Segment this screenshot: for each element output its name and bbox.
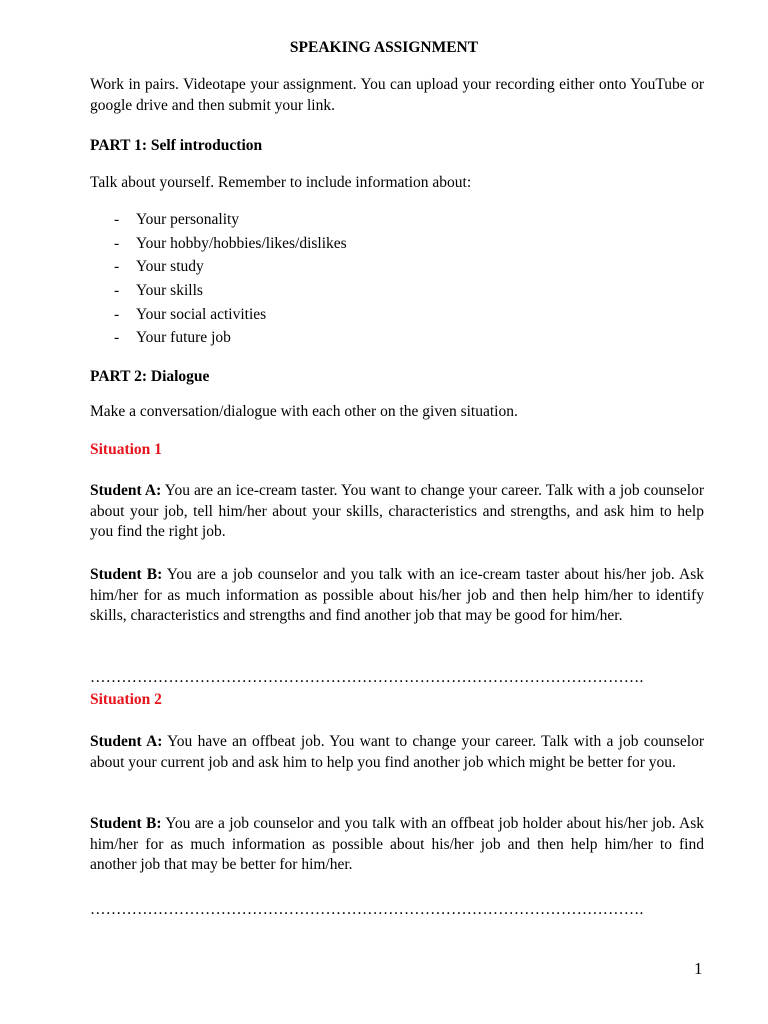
part2-instruction: Make a conversation/dialogue with each other on the given situation.	[90, 403, 518, 420]
situation-2-student-a	[90, 732, 704, 773]
list-item-text: Your skills	[136, 282, 203, 300]
page-number: 1	[694, 959, 703, 978]
student-a-text: You are an ice-cream taster. You want to change your career. Talk with a job counselor about your job, tell him/her about your skills, characteristics and strengths, and ask him to help you find the right job.	[90, 482, 704, 540]
bullet-dash: -	[114, 282, 120, 300]
bullet-dash: -	[114, 234, 120, 252]
bullet-dash: -	[114, 258, 120, 276]
list-item-text: Your future job	[136, 329, 231, 347]
part1-heading: PART 1: Self introduction	[90, 137, 263, 154]
part2-heading: PART 2: Dialogue	[90, 368, 210, 385]
list-item-text: Your hobby/hobbies/likes/dislikes	[136, 234, 347, 252]
situation-2-title: Situation 2	[90, 691, 162, 708]
separator-dots: …………………………………………………………………………………………….	[90, 669, 644, 686]
student-a-label: Student A:	[90, 482, 162, 499]
situation-1-student-b	[90, 565, 704, 627]
bullet-dash: -	[114, 305, 120, 323]
student-a-label: Student A:	[90, 733, 163, 750]
student-b-label: Student B:	[90, 566, 163, 583]
student-a-text: You have an offbeat job. You want to change your career. Talk with a job counselor about your current job and ask him to help you find another job which might be better for you.	[90, 733, 704, 771]
student-b-text: You are a job counselor and you talk with an ice-cream taster about his/her job. Ask him/her for as much information as possible about his/her job and then help him/her to identify skills, characteristics and strengths and find another job that may be good for him/her.	[90, 566, 704, 624]
intro-paragraph: Work in pairs. Videotape your assignment. You can upload your recording either onto YouTube or google drive and then submit your link.	[90, 76, 704, 114]
part1-instruction: Talk about yourself. Remember to include information about:	[90, 174, 472, 191]
situation-1-title: Situation 1	[90, 441, 162, 458]
student-b-text: You are a job counselor and you talk with an offbeat job holder about his/her job. Ask him/her for as much information as possible about his/her job and then help him/her to find another job that may be better for him/her.	[90, 815, 704, 873]
student-b-label: Student B:	[90, 815, 162, 832]
situation-2-student-b	[90, 814, 704, 876]
list-item-text: Your personality	[136, 211, 240, 228]
list-item-text: Your social activities	[136, 305, 267, 323]
bullet-dash: -	[114, 329, 120, 347]
situation-1-student-a	[90, 481, 704, 543]
bullet-dash: -	[114, 211, 120, 228]
list-item-text: Your study	[136, 258, 204, 276]
separator-dots: …………………………………………………………………………………………….	[90, 901, 644, 918]
page-title: SPEAKING ASSIGNMENT	[289, 39, 479, 56]
